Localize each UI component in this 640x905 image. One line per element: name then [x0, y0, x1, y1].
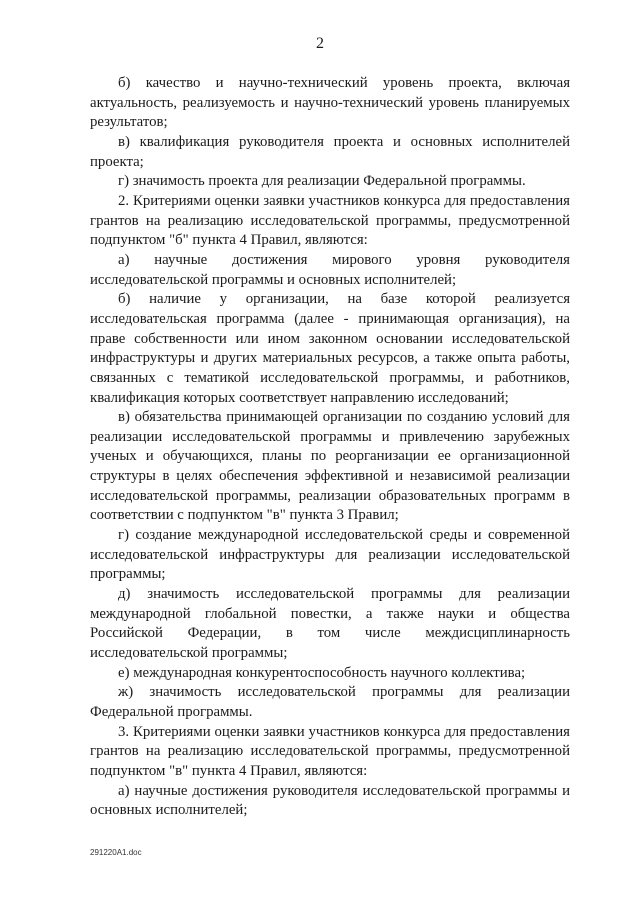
paragraph-2a-scientific-achievements: а) научные достижения мирового уровня руководителя исследовательской программы и основных исполнителей;: [90, 251, 570, 288]
paragraph-2d-global-agenda: д) значимость исследовательской программы для реализации международной глобальной повестки, а также науки и общества Российской Федерации, в том числе междисциплинарность исследовательской программы;: [90, 586, 570, 662]
paragraph-2e-competitiveness: е) международная конкурентоспособность научного коллектива;: [118, 664, 526, 681]
paragraph-3-criteria-heading: 3. Критериями оценки заявки участников конкурса для предоставления грантов на реализацию исследовательской программы, предусмотренной подпунктом "в" пункта 4 Правил, являются:: [90, 723, 570, 779]
paragraph-2v-host-obligations: в) обязательства принимающей организации по созданию условий для реализации исследовательской программы и привлечению зарубежных ученых и обучающихся, планы по реорганизации ее организационной структуры в целях обеспечения эффективной и независимой реализации исследовательской программы, реализации образовательных программ в соответствии с подпунктом "в" пункта 3 Правил;: [90, 409, 570, 524]
document-body: [90, 74, 570, 821]
paragraph-2g-international-environment: г) создание международной исследовательской среды и современной исследовательской инфраструктуры для реализации исследовательской программы;: [90, 527, 570, 583]
paragraph-1b-project-quality: б) качество и научно-технический уровень проекта, включая актуальность, реализуемость и научно-технический уровень планируемых результатов;: [90, 75, 570, 131]
page-number: 2: [316, 35, 324, 52]
paragraph-1v-leader-qualification: в) квалификация руководителя проекта и основных исполнителей проекта;: [90, 133, 570, 170]
paragraph-2zh-federal-significance: ж) значимость исследовательской программы для реализации Федеральной программы.: [90, 684, 570, 720]
paragraph-2-criteria-heading: 2. Критериями оценки заявки участников конкурса для предоставления грантов на реализацию исследовательской программы, предусмотренной подпунктом "б" пункта 4 Правил, являются:: [90, 192, 570, 249]
paragraph-2b-infrastructure: б) наличие у организации, на базе которой реализуется исследовательская программа (далее - принимающая организация), на праве собственности или ином законном основании исследовательской инфраструктуры и других материальных ресурсов, а также опыта работы, связанных с тематикой исследовательской программы, и работников, квалификация которых соответствует направлению исследований;: [90, 291, 570, 406]
paragraph-1g-project-significance: г) значимость проекта для реализации Федеральной программы.: [118, 173, 526, 190]
document-footer: 291220A1.doc: [90, 848, 142, 857]
paragraph-3a-scientific-achievements: а) научные достижения руководителя исследовательской программы и основных исполнителей;: [90, 782, 570, 819]
